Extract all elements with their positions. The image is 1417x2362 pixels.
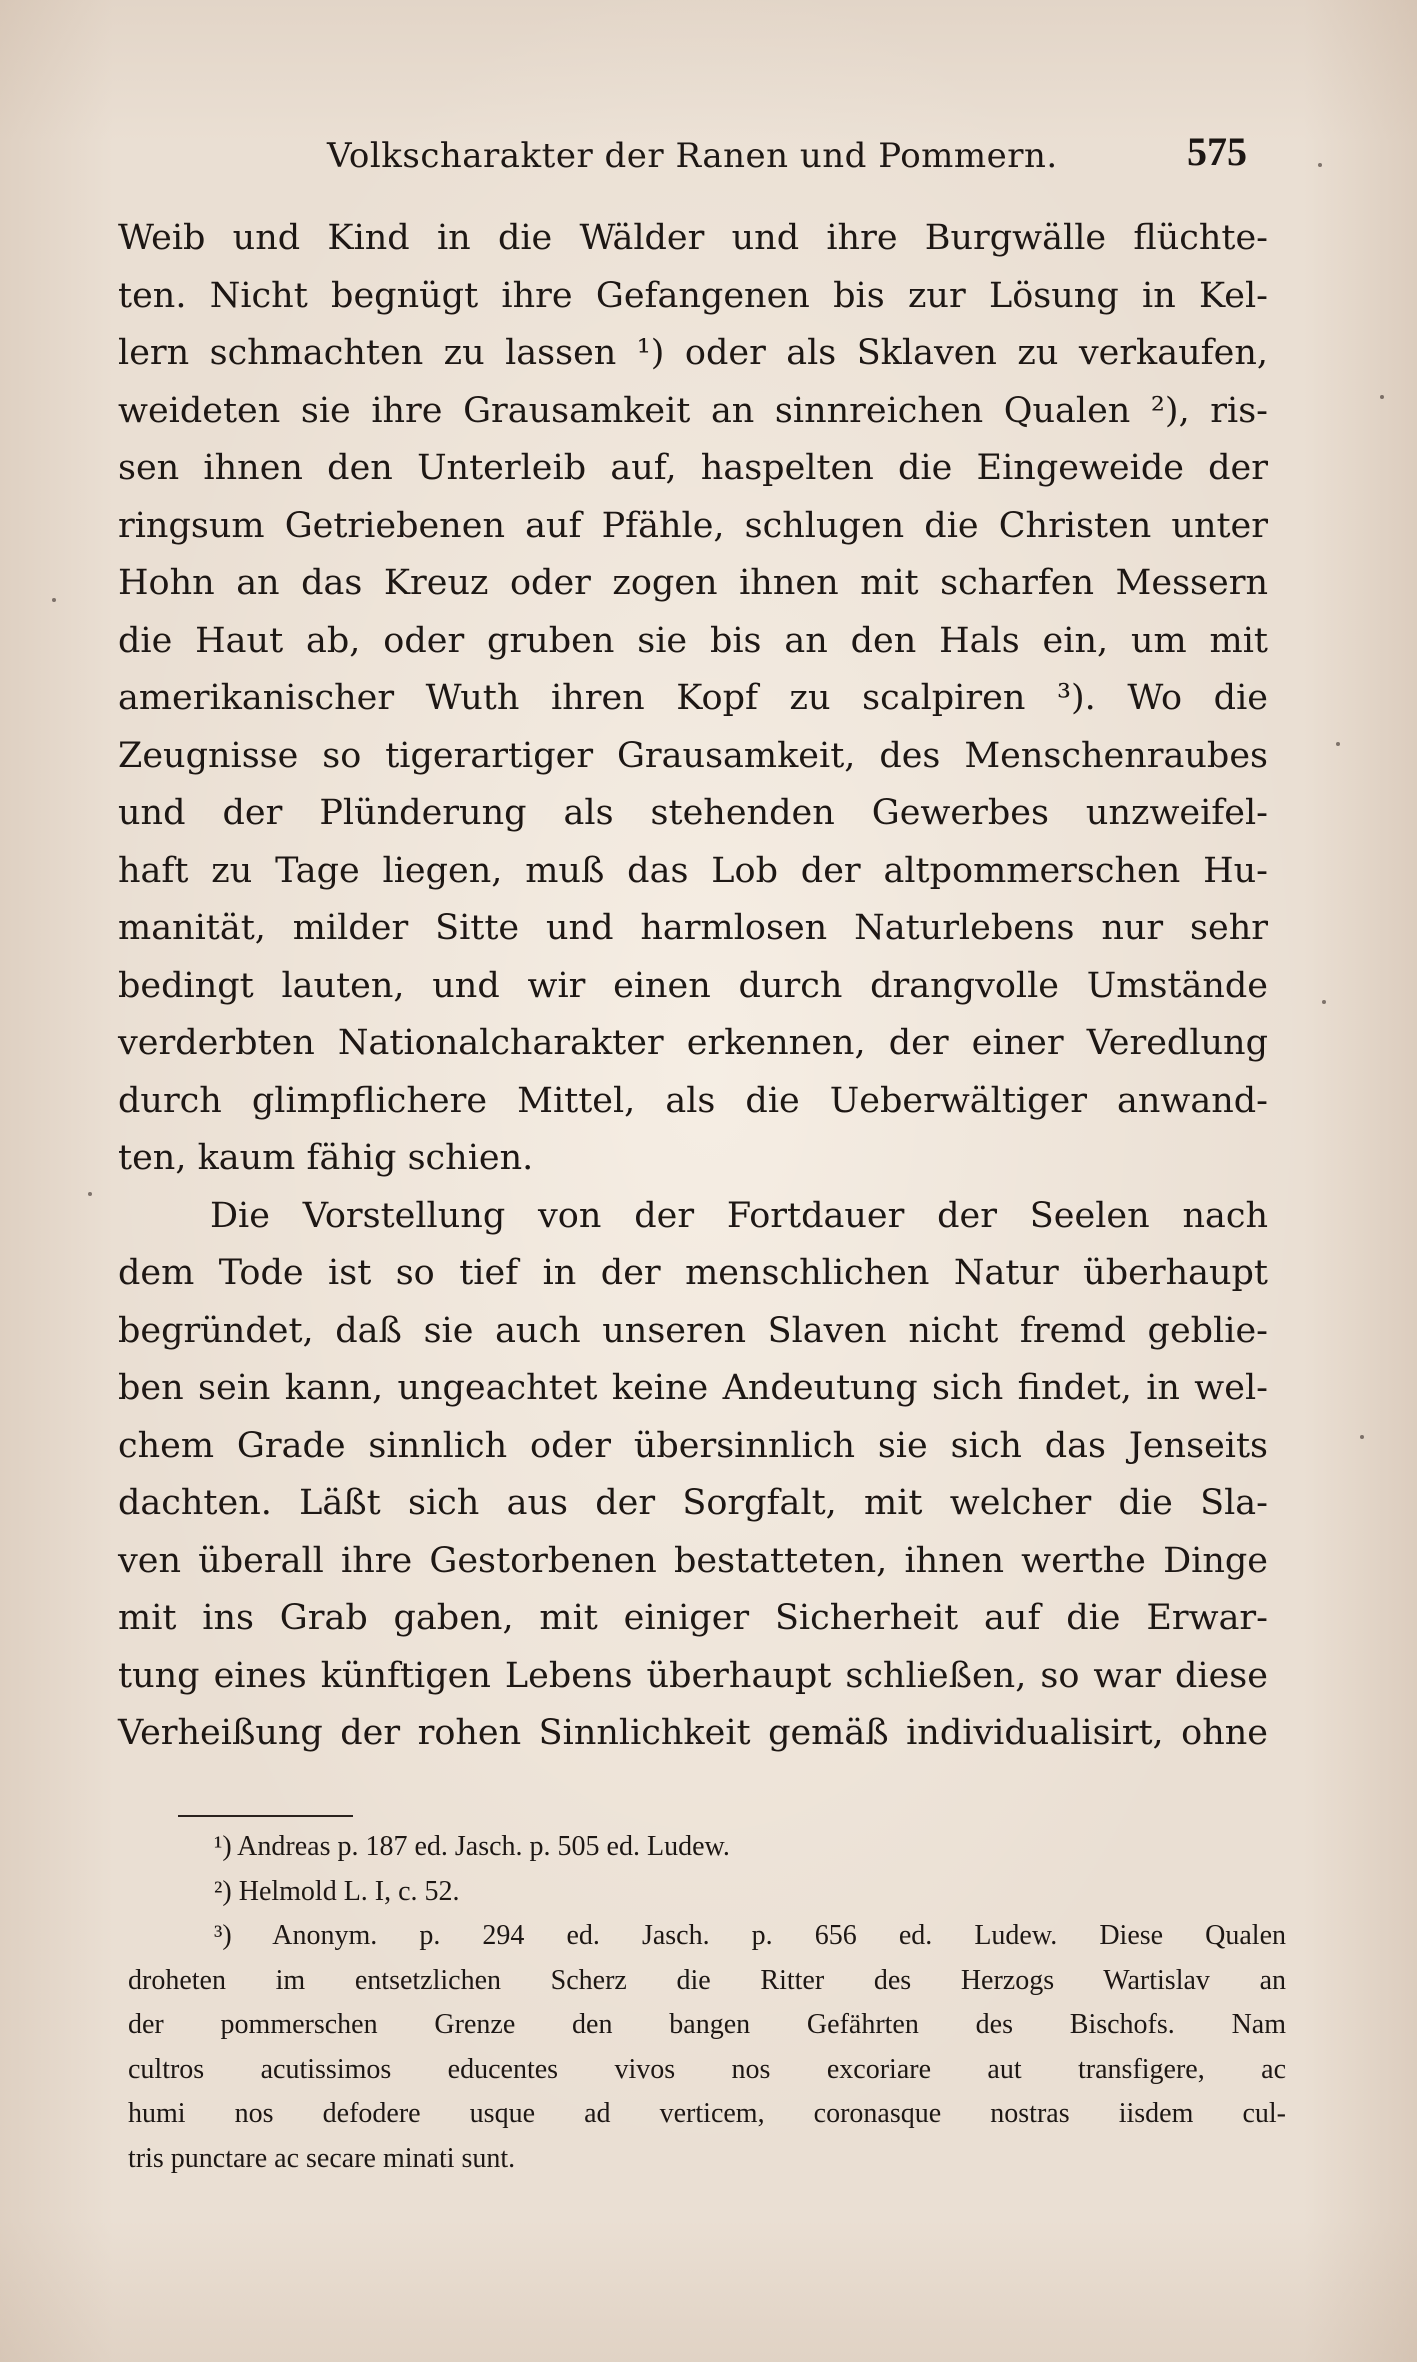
text-line: begründet, daß sie auch unseren Slaven nicht fremd geblie-: [118, 1310, 1268, 1351]
page-number: 575: [1187, 129, 1247, 174]
footnote-line: droheten im entsetzlichen Scherz die Ritter des Herzogs Wartislav an: [128, 1964, 1286, 1996]
text-line: bedingt lauten, und wir einen durch drangvolle Umstände: [118, 965, 1268, 1006]
text-line: ven überall ihre Gestorbenen bestatteten, ihnen werthe Dinge: [118, 1540, 1268, 1581]
text-line: manität, milder Sitte und harmlosen Naturlebens nur sehr: [118, 908, 1268, 948]
paragraph-start-line: Die Vorstellung von der Fortdauer der Seelen nach: [210, 1195, 1268, 1236]
text-line: und der Plünderung als stehenden Gewerbes unzweifel-: [118, 793, 1268, 833]
text-line: Zeugnisse so tigerartiger Grausamkeit, des Menschenraubes: [118, 735, 1268, 776]
text-line: verderbten Nationalcharakter erkennen, der einer Veredlung: [118, 1023, 1268, 1063]
footnote-line: humi nos defodere usque ad verticem, coronasque nostras iisdem cul-: [128, 2098, 1286, 2129]
text-line: Hohn an das Kreuz oder zogen ihnen mit scharfen Messern: [118, 563, 1268, 603]
footnote-line: der pommerschen Grenze den bangen Gefährten des Bischofs. Nam: [128, 2009, 1286, 2040]
text-line: tung eines künftigen Lebens überhaupt schließen, so war diese: [118, 1655, 1268, 1696]
text-line: die Haut ab, oder gruben sie bis an den Hals ein, um mit: [118, 620, 1268, 661]
paper-speck: [1318, 163, 1322, 167]
text-line: durch glimpflichere Mittel, als die Ueberwältiger anwand-: [118, 1080, 1268, 1121]
paper-speck: [88, 1192, 92, 1196]
text-line: ben sein kann, ungeachtet keine Andeutung sich findet, in wel-: [118, 1368, 1268, 1408]
paper-speck: [1322, 1000, 1326, 1004]
text-line: chem Grade sinnlich oder übersinnlich sie sich das Jenseits: [118, 1425, 1268, 1466]
paper-speck: [1380, 395, 1384, 399]
footnote-3: ³) Anonym. p. 294 ed. Jasch. p. 656 ed. Ludew. Diese Qualen: [214, 1920, 1286, 1951]
paper-speck: [1360, 1435, 1364, 1439]
text-line: Verheißung der rohen Sinnlichkeit gemäß individualisirt, ohne: [118, 1713, 1268, 1753]
text-line: dachten. Läßt sich aus der Sorgfalt, mit welcher die Sla-: [118, 1483, 1268, 1523]
paper-speck: [52, 598, 56, 602]
footnote-rule: [178, 1815, 353, 1817]
text-line: ten. Nicht begnügt ihre Gefangenen bis zur Lösung in Kel-: [118, 275, 1268, 316]
footnote-line: tris punctare ac secare minati sunt.: [128, 2142, 516, 2174]
text-line: mit ins Grab gaben, mit einiger Sicherheit auf die Erwar-: [118, 1598, 1268, 1638]
text-line: haft zu Tage liegen, muß das Lob der altpommerschen Hu-: [118, 850, 1268, 891]
text-line: weideten sie ihre Grausamkeit an sinnreichen Qualen ²), ris-: [118, 390, 1268, 431]
text-line: ten, kaum fähig schien.: [118, 1138, 534, 1178]
text-line: amerikanischer Wuth ihren Kopf zu scalpiren ³). Wo die: [118, 678, 1268, 718]
main-text: [118, 210, 1268, 1763]
footnotes: [118, 1825, 1286, 2181]
text-line: ringsum Getriebenen auf Pfähle, schlugen die Christen unter: [118, 505, 1268, 546]
text-line: sen ihnen den Unterleib auf, haspelten die Eingeweide der: [118, 448, 1268, 488]
footnote-1: ¹) Andreas p. 187 ed. Jasch. p. 505 ed. Ludew.: [214, 1831, 730, 1862]
footnote-2: ²) Helmold L. I, c. 52.: [214, 1875, 460, 1907]
text-line: dem Tode ist so tief in der menschlichen Natur überhaupt: [118, 1253, 1268, 1293]
running-title: Volkscharakter der Ranen und Pommern.: [327, 136, 1058, 176]
paper-speck: [1336, 742, 1340, 746]
footnote-line: cultros acutissimos educentes vivos nos excoriare aut transfigere, ac: [128, 2053, 1286, 2085]
running-head: [327, 128, 1247, 188]
text-line: Weib und Kind in die Wälder und ihre Burgwälle flüchte-: [118, 218, 1268, 258]
text-line: lern schmachten zu lassen ¹) oder als Sklaven zu verkaufen,: [118, 333, 1268, 373]
